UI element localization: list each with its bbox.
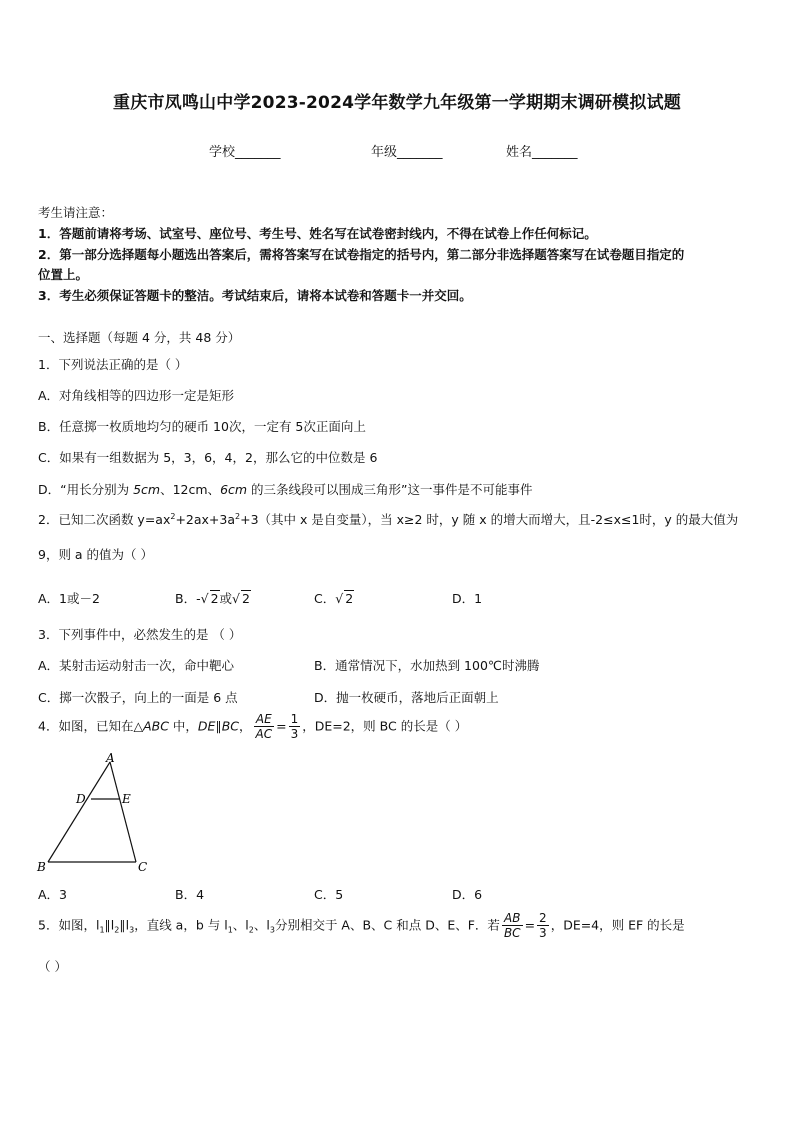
q4-frac-num: AE <box>254 712 275 727</box>
q1-option-d <box>38 480 533 498</box>
label-c: C <box>138 860 148 874</box>
section-heading: 一、选择题（每题 4 分，共 48 分） <box>38 330 241 345</box>
q5-frac-den: BC <box>503 926 521 940</box>
q1-option-c: C．如果有一组数据为 5，3，6，4，2，那么它的中位数是 6 <box>38 450 378 465</box>
q2-option-c <box>314 589 354 607</box>
q4-equals: = <box>276 718 287 734</box>
q2-stem-cont: 9，则 a 的值为（ ） <box>38 547 154 562</box>
q5-stem <box>38 911 685 940</box>
q5-s4: 1 <box>227 925 233 935</box>
notice-heading: 考生请注意： <box>38 205 114 220</box>
q5-t7: 分别相交于 A、B、C 和点 D、E、F．若 <box>274 917 500 933</box>
q5-s6: 3 <box>269 925 275 935</box>
q4-stem-3: ，DE=2，则 BC 的长是（ ） <box>302 718 468 734</box>
q4-comma: ， <box>239 718 252 734</box>
q4-option-b: B．4 <box>175 887 205 902</box>
q1-d-text-1: D．“用长分别为 <box>38 482 134 497</box>
q2-c-radicand: 2 <box>345 591 354 606</box>
q5-stem-cont: （ ） <box>38 959 67 974</box>
q5-t4: ，直线 a，b 与 l <box>134 917 228 933</box>
q4-triangle: △ABC <box>133 718 169 734</box>
q2-option-b <box>175 589 251 607</box>
name-field: 姓名_______ <box>506 145 578 160</box>
sqrt-icon: √ <box>200 591 209 606</box>
notice-item-2: 2．第一部分选择题每小题选出答案后，需将答案写在试卷指定的括号内，第二部分非选择题答案写在试卷题目指定的 <box>38 247 685 262</box>
q1-option-a: A．对角线相等的四边形一定是矩形 <box>38 388 235 403</box>
q5-s1: 1 <box>99 925 105 935</box>
q4-stem-2: 中， <box>168 718 198 734</box>
q2-stem-1: 2．已知二次函数 y=ax <box>38 512 171 527</box>
q4-fraction-1-3 <box>289 712 301 741</box>
q5-equals: = <box>524 917 536 933</box>
q4-option-a: A．3 <box>38 887 68 902</box>
q1-d-6cm: 6cm <box>220 482 248 497</box>
notice-item-2-cont: 位置上。 <box>38 267 89 282</box>
q2-stem-2: +2ax+3a <box>175 512 236 527</box>
q1-stem: 1．下列说法正确的是（ ） <box>38 357 188 372</box>
label-a: A <box>106 751 115 765</box>
q4-option-d: D．6 <box>452 887 483 902</box>
label-d: D <box>76 792 86 806</box>
q5-fraction-ab-bc <box>502 911 523 940</box>
q4-triangle-figure <box>30 750 160 878</box>
page-title: 重庆市凤鸣山中学2023-2024学年数学九年级第一学期期末调研模拟试题 <box>113 93 681 113</box>
q5-t8: ，DE=4，则 EF 的长是 <box>550 917 685 933</box>
q3-option-d: D．抛一枚硬币，落地后正面朝上 <box>314 690 499 705</box>
sqrt-icon: √ <box>232 591 240 606</box>
q4-stem <box>38 712 467 741</box>
sqrt-icon: √ <box>335 591 344 606</box>
q5-t2: ∥l <box>104 917 115 933</box>
q5-s5: 2 <box>248 925 254 935</box>
q5-t6: 、l <box>253 917 270 933</box>
q2-option-a: A．1或－2 <box>38 591 100 606</box>
q2-b-mid: 或 <box>219 591 233 606</box>
q4-fraction-ae-ac <box>254 712 275 741</box>
label-e: E <box>122 792 131 806</box>
side-ac <box>110 762 136 862</box>
q5-frac-num: AB <box>502 911 523 926</box>
q5-s3: 3 <box>129 925 135 935</box>
q2-b-radicand-1: 2 <box>210 591 219 606</box>
notice-item-3: 3．考生必须保证答题卡的整洁。考试结束后，请将本试卷和答题卡一并交回。 <box>38 288 472 303</box>
q2-option-d: D．1 <box>452 591 483 606</box>
q5-s2: 2 <box>114 925 120 935</box>
q1-d-text-2: 、12cm、 <box>160 482 221 497</box>
q1-option-b: B．任意掷一枚质地均匀的硬币 10次，一定有 5次正面向上 <box>38 419 366 434</box>
q4-option-c: C．5 <box>314 887 344 902</box>
q3-stem: 3．下列事件中，必然发生的是 （ ） <box>38 627 242 642</box>
q5-frac2-num: 2 <box>539 911 547 925</box>
q4-stem-1: 4．如图，已知在 <box>38 718 134 734</box>
grade-field: 年级_______ <box>371 145 443 160</box>
notice-item-1: 1．答题前请将考场、试室号、座位号、考生号、姓名写在试卷密封线内，不得在试卷上作任何标记。 <box>38 226 597 241</box>
q2-b-radicand-2: 2 <box>242 591 250 606</box>
q3-option-b: B．通常情况下，水加热到 100℃时沸腾 <box>314 658 540 673</box>
q2-c-pre: C． <box>314 591 336 606</box>
q2-stem-3: +3（其中 x 是自变量），当 x≥2 时，y 随 x 的增大而增大，且-2≤x≤1时，y 的最大值为 <box>240 512 739 527</box>
q2-sup-2: 2 <box>235 511 241 521</box>
q2-b-pre: B．- <box>175 591 201 606</box>
q5-t1: 5．如图，l <box>38 917 100 933</box>
q1-d-text-3: 的三条线段可以围成三角形”这一事件是不可能事件 <box>247 482 533 497</box>
q3-option-c: C．掷一次骰子，向上的一面是 6 点 <box>38 690 238 705</box>
q4-frac-den: AC <box>255 727 273 741</box>
q1-d-5cm: 5cm <box>133 482 161 497</box>
q4-parallel: DE∥BC <box>197 718 239 734</box>
q5-frac2-den: 3 <box>539 926 547 940</box>
q5-t3: ∥l <box>119 917 130 933</box>
q3-option-a: A．某射击运动射击一次，命中靶心 <box>38 658 235 673</box>
q4-frac2-den: 3 <box>290 727 299 741</box>
q2-stem <box>38 510 738 528</box>
q5-fraction-2-3 <box>537 911 549 940</box>
q5-t5: 、l <box>232 917 249 933</box>
label-b: B <box>37 860 46 874</box>
school-field: 学校_______ <box>209 145 281 160</box>
q4-frac2-num: 1 <box>290 712 299 726</box>
side-ab <box>48 762 110 862</box>
q2-sup-1: 2 <box>170 511 176 521</box>
